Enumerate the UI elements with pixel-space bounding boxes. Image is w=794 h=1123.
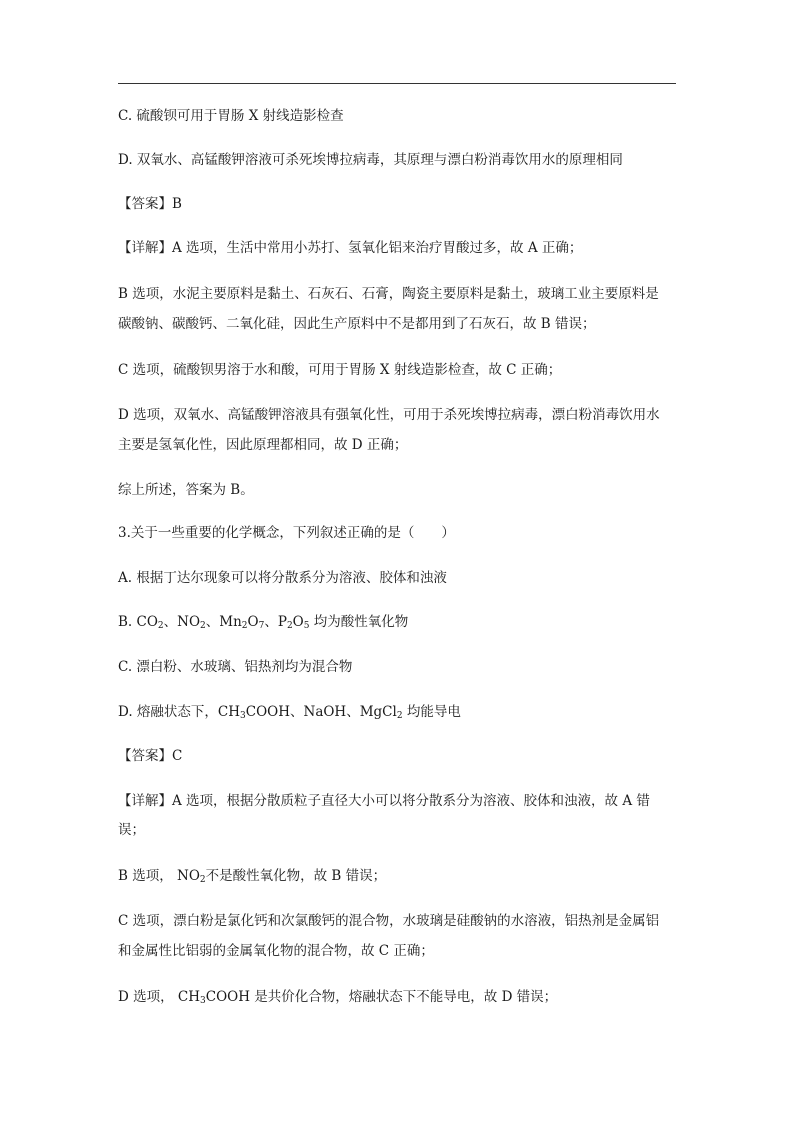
- text-line: A. 根据丁达尔现象可以将分散系分为溶液、胶体和浊液: [118, 570, 447, 586]
- text-line: D. 双氧水、高锰酸钾溶液可杀死埃博拉病毒，其原理与漂白粉消毒饮用水的原理相同: [118, 152, 623, 168]
- text-line: C 选项，漂白粉是氯化钙和次氯酸钙的混合物，水玻璃是硅酸钠的水溶液，铝热剂是金属铝: [118, 913, 660, 929]
- subscript: 2: [241, 621, 248, 631]
- text-line: C. 漂白粉、水玻璃、铝热剂均为混合物: [118, 659, 353, 675]
- subscript: 2: [286, 621, 293, 631]
- text-fragment: 不是酸性氧化物，故 B 错误；: [205, 868, 387, 884]
- text-line: 主要是氢氧化性，因此原理都相同，故 D 正确；: [118, 437, 408, 453]
- subscript: 3: [240, 711, 246, 721]
- subscript: 7: [258, 621, 265, 631]
- text-line: C. 硫酸钡可用于胃肠 X 射线造影检查: [118, 108, 344, 124]
- text-line: 【详解】A 选项，根据分散质粒子直径大小可以将分散系分为溶液、胶体和浊液，故 A 错: [118, 793, 650, 809]
- text-fragment: COOH、NaOH、MgCl: [245, 704, 397, 720]
- text-line: 【详解】A 选项，生活中常用小苏打、氢氧化铝来治疗胃酸过多，故 A 正确；: [118, 240, 583, 256]
- text-line: 【答案】B: [118, 196, 182, 212]
- text-fragment: O: [247, 614, 259, 630]
- text-line: [118, 613, 408, 631]
- text-fragment: O: [292, 614, 304, 630]
- subscript: 2: [200, 621, 206, 631]
- text-fragment: 均能导电: [402, 704, 461, 720]
- text-line: C 选项，硫酸钡男溶于水和酸，可用于胃肠 X 射线造影检查，故 C 正确；: [118, 362, 562, 378]
- text-line: 误；: [118, 822, 145, 838]
- text-fragment: 、Mn: [205, 614, 242, 630]
- text-line: D 选项，双氧水、高锰酸钾溶液具有强氧化性，可用于杀死埃博拉病毒，漂白粉消毒饮用水: [118, 407, 660, 423]
- subscript: 2: [396, 711, 403, 721]
- text-line: 3.关于一些重要的化学概念，下列叙述正确的是（ ）: [118, 525, 455, 541]
- text-fragment: 、NO: [163, 614, 201, 630]
- text-fragment: 均为酸性氧化物: [309, 614, 409, 630]
- text-fragment: 、P: [264, 614, 287, 630]
- text-line: 【答案】C: [118, 748, 183, 764]
- text-fragment: B 选项， NO: [118, 868, 200, 884]
- text-line: [118, 703, 461, 721]
- text-line: [118, 867, 386, 885]
- text-line: [118, 988, 557, 1006]
- text-line: 综上所述，答案为 B。: [118, 482, 254, 498]
- text-line: B 选项，水泥主要原料是黏土、石灰石、石膏，陶瓷主要原料是黏土，玻璃工业主要原料是: [118, 286, 659, 302]
- text-fragment: B. CO: [118, 614, 158, 630]
- text-fragment: D 选项， CH: [118, 989, 201, 1005]
- subscript: 2: [157, 621, 164, 631]
- text-fragment: D. 熔融状态下，CH: [118, 704, 241, 720]
- subscript: 2: [199, 875, 206, 885]
- text-line: 和金属性比铝弱的金属氧化物的混合物，故 C 正确；: [118, 943, 434, 959]
- header-rule: [118, 83, 676, 84]
- text-line: 碳酸钠、碳酸钙、二氧化硅，因此生产原料中不是都用到了石灰石，故 B 错误；: [118, 316, 596, 332]
- text-fragment: COOH 是共价化合物，熔融状态下不能导电，故 D 错误；: [205, 989, 558, 1005]
- subscript: 5: [303, 621, 310, 631]
- subscript: 3: [200, 996, 206, 1006]
